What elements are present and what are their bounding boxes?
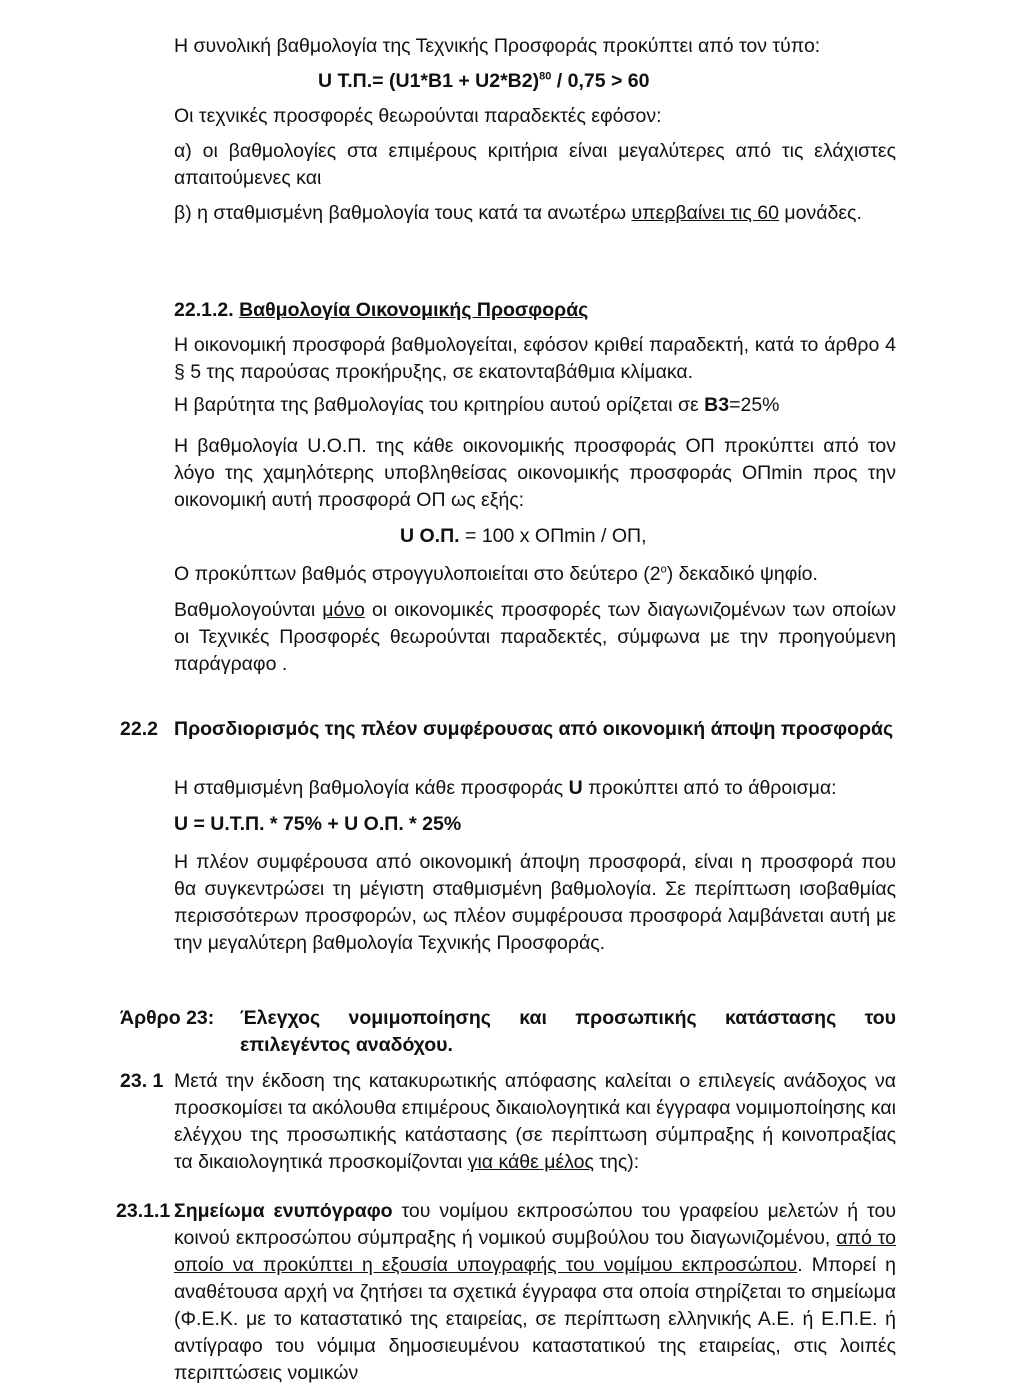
- scored-offers-paragraph: Βαθμολογούνται μόνο οι οικονομικές προσφορές των διαγωνιζομένων των οποίων οι Τεχνικές Προσφορές θεωρούνται παραδεκτές, σύμφωνα με την προηγούμενη παράγραφο .: [174, 599, 897, 675]
- tech-conditions-intro: Οι τεχνικές προσφορές θεωρούνται παραδεκτές εφόσον:: [174, 105, 662, 127]
- section-23-1-paragraph: Μετά την έκδοση της κατακυρωτικής απόφασης καλείται ο επιλεγείς ανάδοχος να προσκομίσει τα ακόλουθα επιμέρους δικαιολογητικά και έγγραφα νομιμοποίησης και ελέγχου της προσωπικής κατάστασης (σε περίπτωση σύμπραξης ή κοινοπραξίας τα δικαιολογητικά προσκομίζονται για κάθε μέλος της):: [174, 1070, 896, 1173]
- best-offer-paragraph: Η πλέον συμφέρουσα από οικονομική άποψη προσφορά, είναι η προσφορά που θα συγκεντρώσει τη μέγιστη σταθμισμένη βαθμολογία. Σε περίπτωση ισοβαθμίας περισσότερων προσφορών, ως πλέον συμφέρουσα προσφορά λαμβάνεται αυτή με την μεγαλύτερη βαθμολογία Τεχνικής Προσφοράς.: [174, 851, 896, 954]
- article-23-label: Άρθρο 23:: [120, 1007, 215, 1029]
- section-22-2-heading: Προσδιορισμός της πλέον συμφέρουσας από οικονομική άποψη προσφοράς: [174, 718, 894, 740]
- weighted-score-intro: Η σταθμισμένη βαθμολογία κάθε προσφοράς U προκύπτει από το άθροισμα:: [174, 777, 837, 799]
- financial-score-paragraph: Η βαθμολογία U.Ο.Π. της κάθε οικονομικής προσφοράς ΟΠ προκύπτει από τον λόγο της χαμηλότερης υποβληθείσας οικονομικής προσφοράς ΟΠmin προς την οικονομική αυτή προσφορά ΟΠ ως εξής:: [174, 435, 896, 511]
- section-22-1-2-heading: 22.1.2. Βαθμολογία Οικονομικής Προσφοράς: [174, 299, 589, 321]
- tech-score-intro: Η συνολική βαθμολογία της Τεχνικής Προσφοράς προκύπτει από τον τύπο:: [174, 35, 821, 57]
- tech-condition-b: β) η σταθμισμένη βαθμολογία τους κατά τα ανωτέρω υπερβαίνει τις 60 μονάδες.: [174, 202, 862, 224]
- financial-offer-paragraph: Η οικονομική προσφορά βαθμολογείται, εφόσον κριθεί παραδεκτή, κατά το άρθρο 4 § 5 της παρούσας προκήρυξης, σε εκατονταβάθμια κλίμακα.: [174, 334, 896, 383]
- article-23-title: Έλεγχος νομιμοποίησης και προσωπικής κατάστασης του επιλεγέντος αναδόχου.: [240, 1007, 896, 1056]
- section-23-1-1-number: 23.1.1: [116, 1200, 171, 1222]
- section-23-1-number: 23. 1: [120, 1070, 164, 1092]
- tech-condition-a: α) οι βαθμολογίες στα επιμέρους κριτήρια είναι μεγαλύτερες από τις ελάχιστες απαιτούμενες και: [174, 140, 896, 189]
- rounding-rule: Ο προκύπτων βαθμός στρογγυλοποιείται στο δεύτερο $(2^o)$ δεκαδικό ψηφίο.: [174, 563, 818, 585]
- financial-weight-paragraph: Η βαρύτητα της βαθμολογίας του κριτηρίου αυτού ορίζεται σε Β3=25%: [174, 394, 780, 416]
- section-23-1-1-paragraph: Σημείωμα ενυπόγραφο του νομίμου εκπροσώπου του γραφείου μελετών ή του κοινού εκπροσώπου σύμπραξης ή νομικού συμβούλου του διαγωνιζομένου, από το οποίο να προκύπτει η εξουσία υπογραφής του νομίμου εκπροσώπου. Μπορεί η αναθέτουσα αρχή να ζητήσει τα σχετικά έγγραφα στα οποία στηρίζεται το σημείωμα (Φ.Ε.Κ. με το καταστατικό της εταιρείας, σε περίπτωση ελληνικής Α.Ε. ή Ε.Π.Ε. ή αντίγραφο του νόμιμα δημοσιευμένου καταστατικού της εταιρείας, στις λοιπές περιπτώσεις νομικών: [174, 1200, 896, 1384]
- section-22-2-number: 22.2: [120, 718, 158, 740]
- weighted-score-formula: U = U.Τ.Π. * 75% + U Ο.Π. * 25%: [174, 813, 462, 835]
- tech-score-formula: U $T.\Pi.= (U1*B1 + U2*B2)^{80} / 0,75 > 60$: [318, 70, 650, 92]
- financial-score-formula: U Ο.Π. = 100 x ΟΠmin / ΟΠ,: [400, 525, 647, 547]
